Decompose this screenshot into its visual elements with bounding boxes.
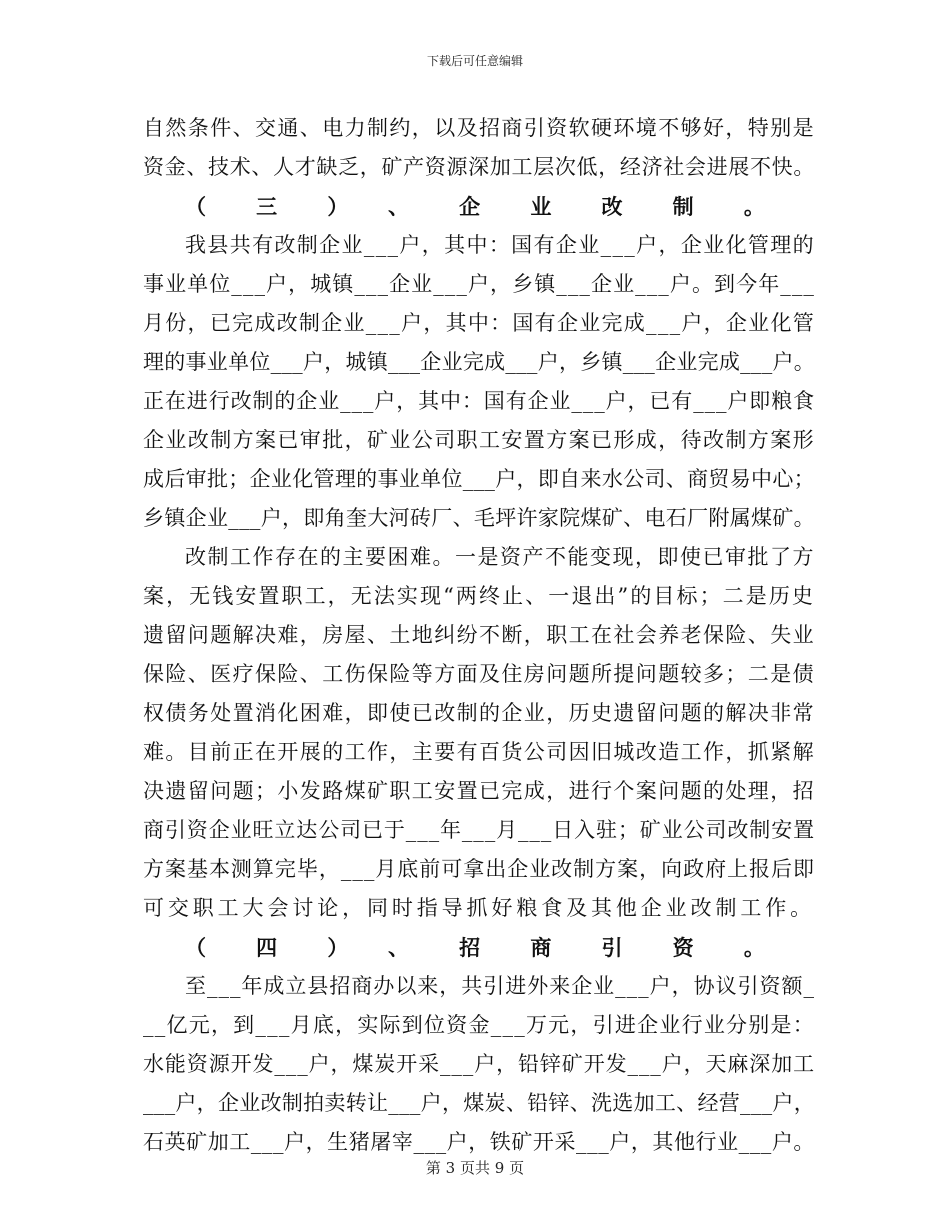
paragraph-line: 难。目前正在开展的工作，主要有百货公司因旧城改造工作，抓紧解 — [143, 740, 815, 764]
paragraph-line: 商引资企业旺立达公司已于___年___月___日入驻；矿业公司改制安置 — [143, 818, 815, 842]
document-body — [143, 109, 815, 1162]
paragraph-line: 保险、医疗保险、工伤保险等方面及住房问题所提问题较多；二是债 — [143, 662, 815, 686]
paragraph-line: 自然条件、交通、电力制约，以及招商引资软硬环境不够好，特别是 — [143, 116, 815, 140]
paragraph-line: 权债务处置消化困难，即使已改制的企业，历史遗留问题的解决非常 — [143, 701, 815, 725]
paragraph-line: 案，无钱安置职工，无法实现“两终止、一退出”的目标；二是历史 — [143, 584, 815, 608]
paragraph-line: __亿元，到___月底，实际到位资金___万元，引进企业行业分别是： — [143, 1013, 815, 1037]
paragraph-line: ___户，企业改制拍卖转让___户，煤炭、铅锌、洗选加工、经营___户， — [143, 1091, 815, 1115]
page-header: 下载后可任意编辑 — [426, 54, 523, 68]
paragraph-line: 改制工作存在的主要困难。一是资产不能变现，即使已审批了方 — [185, 545, 815, 569]
paragraph-line: 乡镇企业___户，即角奎大河砖厂、毛坪许家院煤矿、电石厂附属煤矿。 — [143, 506, 815, 530]
paragraph-line: 遗留问题解决难，房屋、土地纠纷不断，职工在社会养老保险、失业 — [143, 623, 815, 647]
paragraph-line: 企业改制方案已审批，矿业公司职工安置方案已形成，待改制方案形 — [143, 428, 815, 452]
section-heading: （四）、招商引资。 — [185, 935, 815, 960]
paragraph-line: 事业单位___户，城镇___企业___户，乡镇___企业___户。到今年___ — [143, 272, 815, 296]
section-heading: （三）、企业改制。 — [185, 194, 815, 219]
paragraph-line: 可交职工大会讨论，同时指导抓好粮食及其他企业改制工作。 — [143, 896, 815, 920]
paragraph-line: 石英矿加工___户，生猪屠宰___户，铁矿开采___户，其他行业___户。 — [143, 1130, 815, 1154]
paragraph-line: 决遗留问题；小发路煤矿职工安置已完成，进行个案问题的处理，招 — [143, 779, 815, 803]
paragraph-line: 至___年成立县招商办以来，共引进外来企业___户，协议引资额_ — [185, 974, 815, 998]
paragraph-line: 我县共有改制企业___户，其中：国有企业___户，企业化管理的 — [185, 233, 815, 257]
paragraph-line: 方案基本测算完毕，___月底前可拿出企业改制方案，向政府上报后即 — [143, 857, 815, 881]
paragraph-line: 月份，已完成改制企业___户，其中：国有企业完成___户，企业化管 — [143, 311, 815, 335]
page-footer: 第 3 页共 9 页 — [425, 1159, 525, 1177]
paragraph-line: 正在进行改制的企业___户，其中：国有企业___户，已有___户即粮食 — [143, 389, 815, 413]
paragraph-line: 资金、技术、人才缺乏，矿产资源深加工层次低，经济社会进展不快。 — [143, 155, 815, 179]
paragraph-line: 成后审批；企业化管理的事业单位___户，即自来水公司、商贸易中心； — [143, 467, 815, 491]
paragraph-line: 水能资源开发___户，煤炭开采___户，铅锌矿开发___户，天麻深加工 — [143, 1052, 815, 1076]
paragraph-line: 理的事业单位___户，城镇___企业完成___户，乡镇___企业完成___户。 — [143, 350, 815, 374]
